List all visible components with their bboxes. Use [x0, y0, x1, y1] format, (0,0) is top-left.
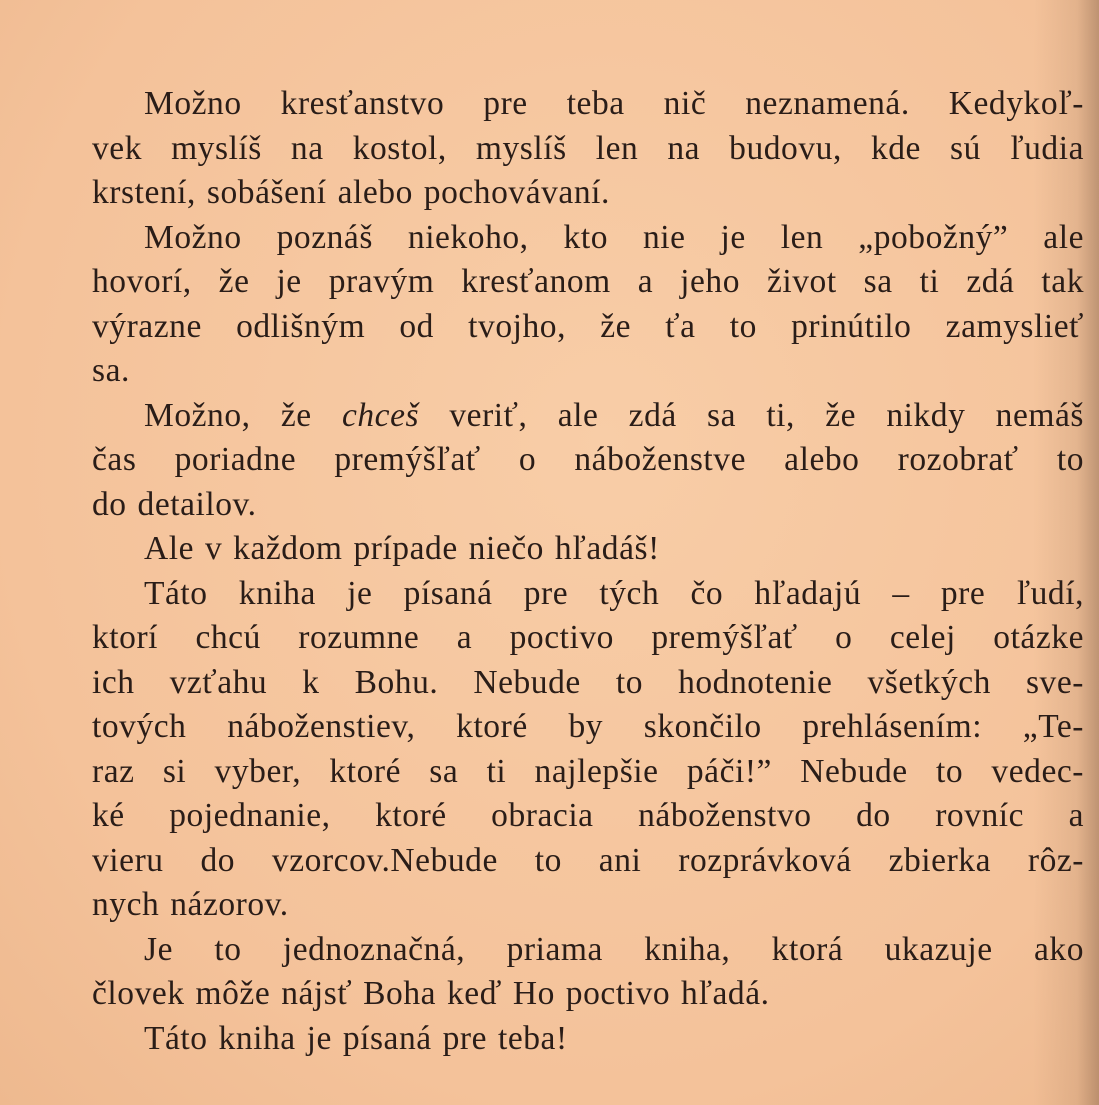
text-line: človek môže nájsť Boha keď Ho poctivo hľadá. [92, 975, 770, 1012]
paragraph-2 [92, 216, 1084, 394]
paragraph-7 [92, 1017, 1084, 1062]
text-line: čas poriadne premýšľať o náboženstve alebo rozobrať to [92, 441, 1084, 478]
text-body [92, 82, 1084, 1061]
text-line: do detailov. [92, 485, 257, 523]
text-line: Možno kresťanstvo pre teba nič neznamená. Kedykoľ- [144, 85, 1084, 122]
text-line: Táto kniha je písaná pre tých čo hľadajú – pre ľudí, [144, 574, 1084, 612]
text-line: Je to jednoznačná, priama kniha, ktorá ukazuje ako [144, 930, 1084, 968]
text-line: krstení, sobášení alebo pochovávaní. [92, 174, 610, 211]
text-line: vek myslíš na kostol, myslíš len na budovu, kde sú ľudia [92, 129, 1084, 167]
paragraph-3 [92, 394, 1084, 528]
text-line: nych názorov. [92, 886, 289, 923]
text-line: ich vzťahu k Bohu. Nebude to hodnotenie všetkých sve- [92, 663, 1084, 701]
text-line: výrazne odlišným od tvojho, že ťa to prinútilo zamyslieť [92, 307, 1084, 345]
text-segment: veriť, ale zdá sa ti, že nikdy nemáš [419, 396, 1084, 434]
text-line: ké pojednanie, ktoré obracia náboženstvo do rovníc a [92, 797, 1084, 834]
paragraph-6 [92, 928, 1084, 1017]
text-line: tových náboženstiev, ktoré by skončilo prehlásením: „Te- [92, 708, 1084, 745]
text-line: Ale v každom prípade niečo hľadáš! [144, 530, 660, 567]
text-line: sa. [92, 352, 130, 389]
text-line: hovorí, že je pravým kresťanom a jeho život sa ti zdá tak [92, 263, 1084, 300]
text-segment: Možno, že [144, 396, 342, 434]
paragraph-4 [92, 527, 1084, 572]
emphasis-text: chceš [341, 396, 420, 434]
text-line: Možno poznáš niekoho, kto nie je len „pobožný” ale [144, 218, 1084, 256]
text-line [92, 394, 1084, 439]
text-line: vieru do vzorcov.Nebude to ani rozprávková zbierka rôz- [92, 841, 1084, 879]
text-line: ktorí chcú rozumne a poctivo premýšľať o celej otázke [92, 619, 1084, 656]
text-line: raz si vyber, ktoré sa ti najlepšie páči!” Nebude to vedec- [92, 752, 1084, 790]
text-line: Táto kniha je písaná pre teba! [144, 1019, 568, 1057]
paragraph-5 [92, 572, 1084, 928]
paragraph-1 [92, 82, 1084, 216]
